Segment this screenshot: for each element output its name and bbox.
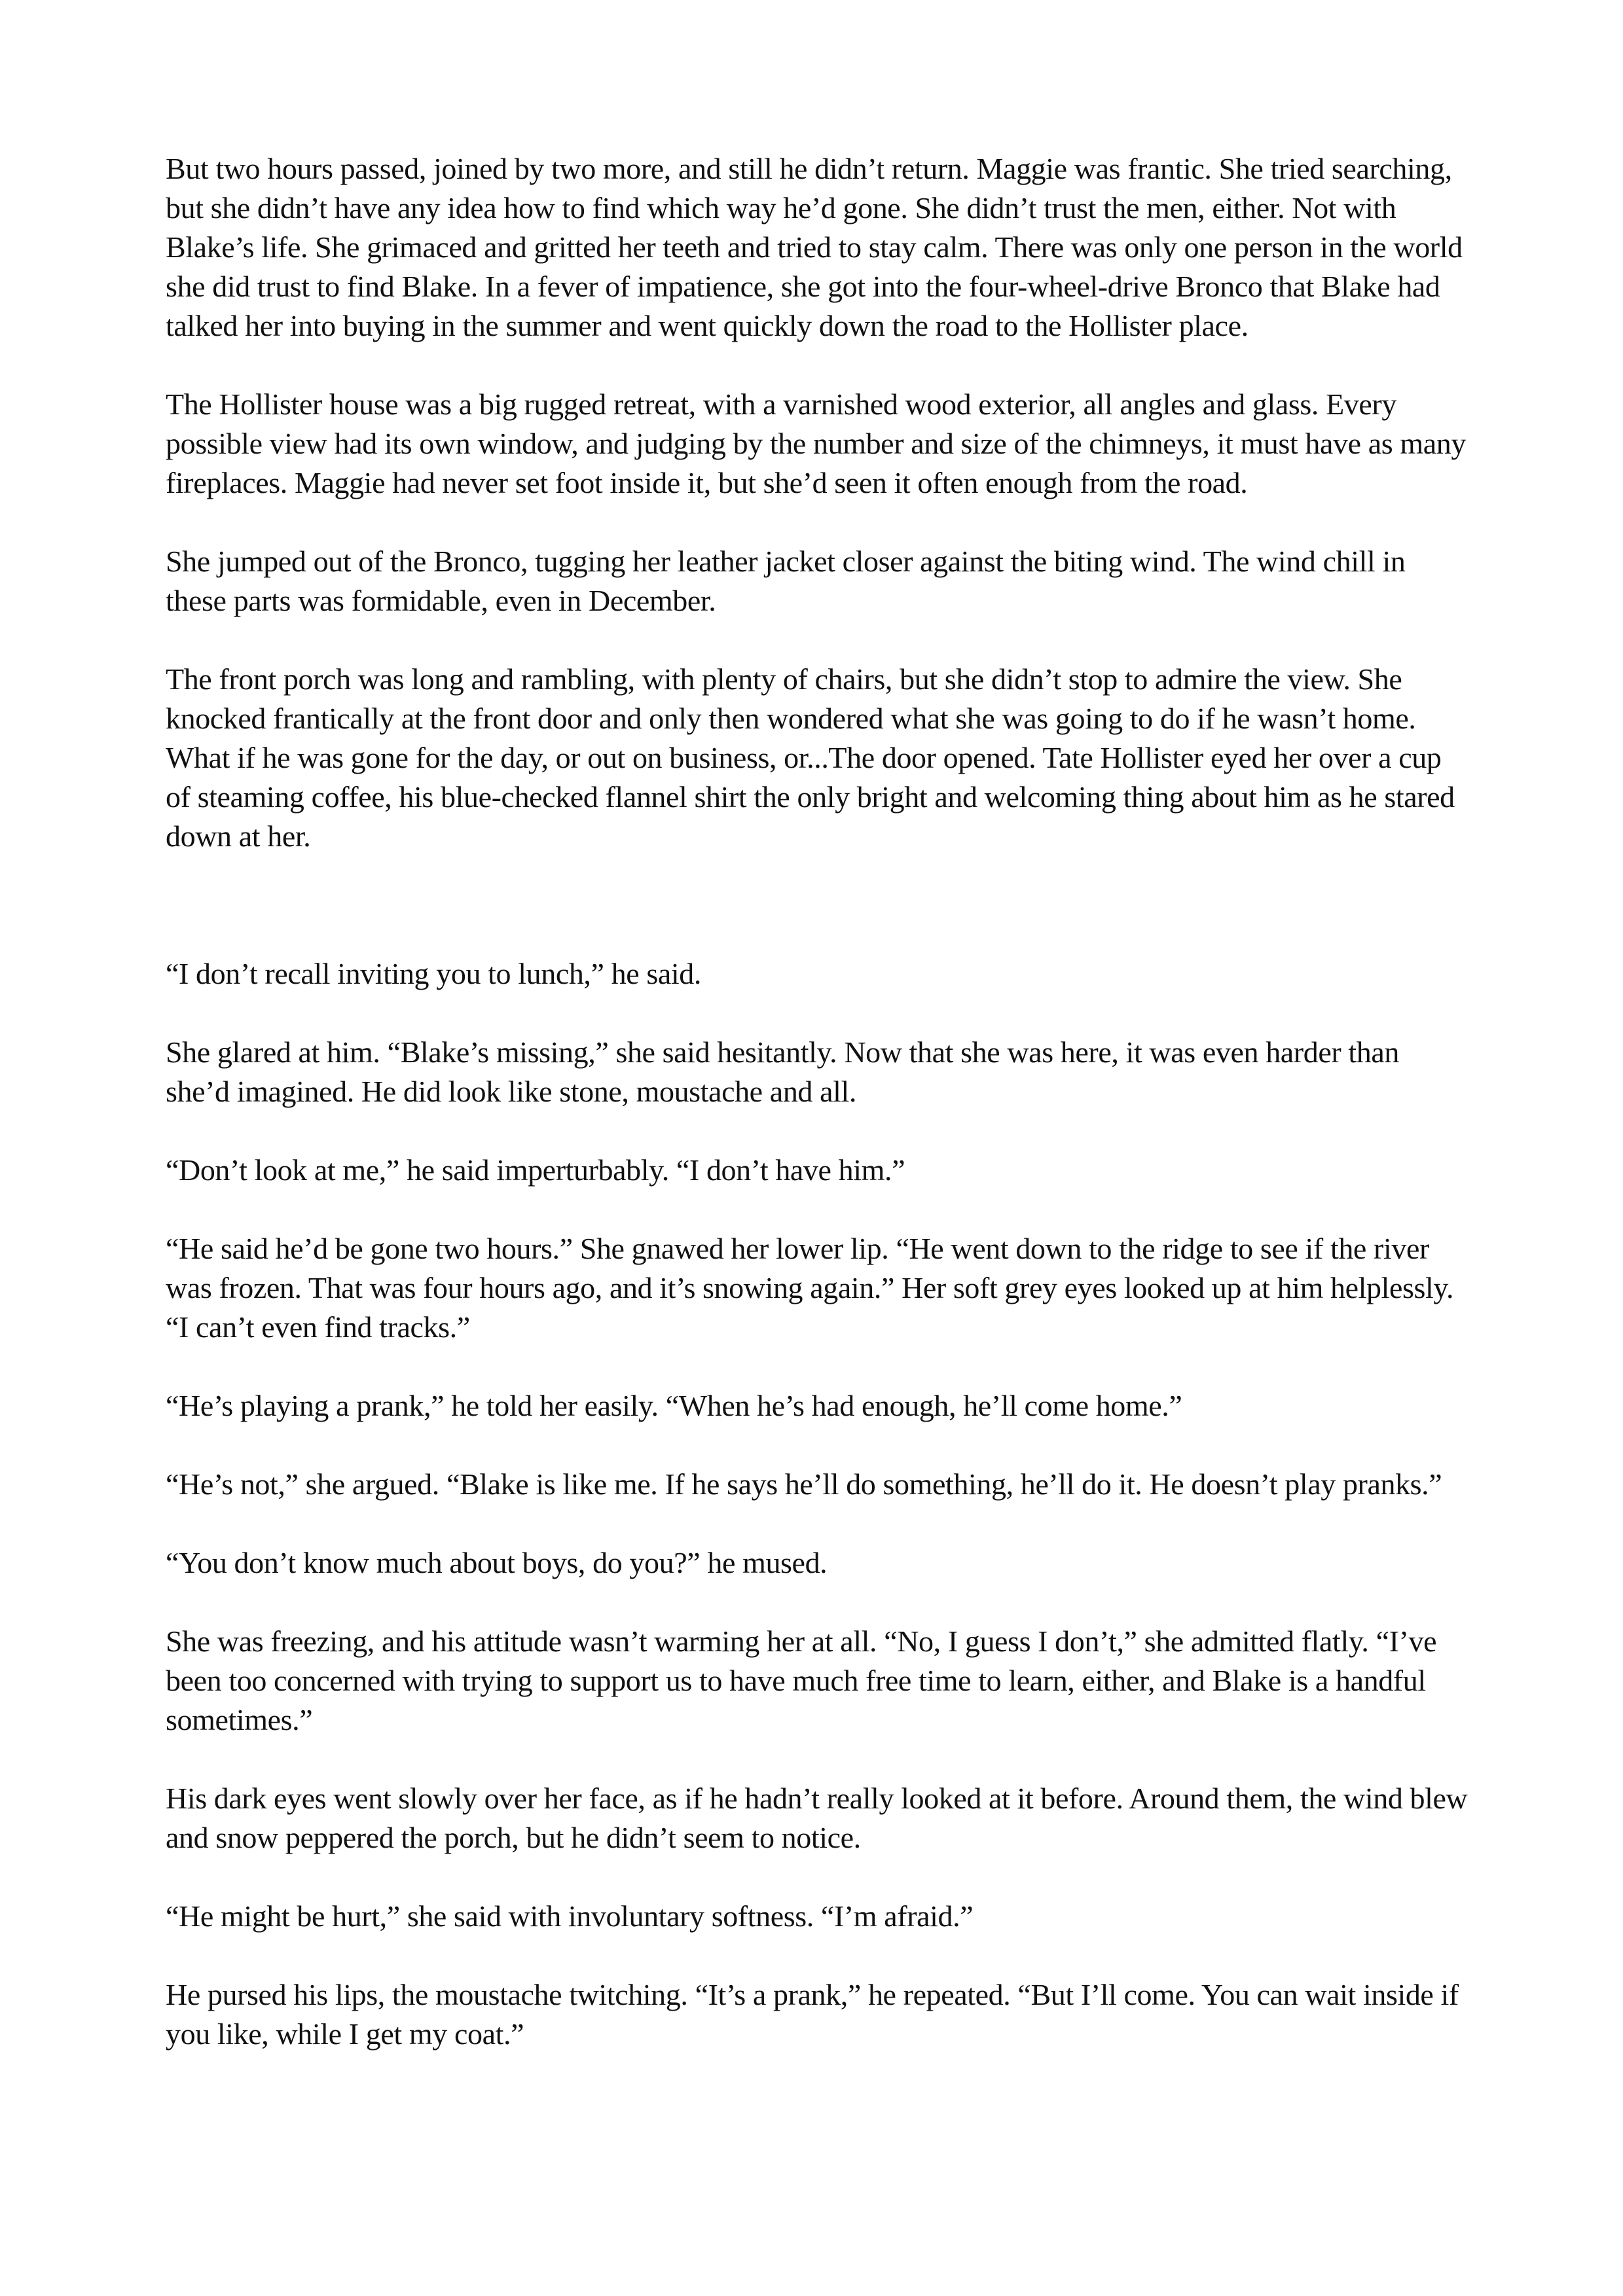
paragraph-2: The Hollister house was a big rugged retreat, with a varnished wood exterior, all angles and glass. Every possible view had its own window, and judging by the number and size of the chimneys, it must have as many fireplaces. Maggie had never set foot inside it, but she’d seen it often enough from the road. bbox=[166, 387, 1466, 499]
paragraph-13: His dark eyes went slowly over her face, as if he hadn’t really looked at it before. Around them, the wind blew and snow peppered the porch, but he didn’t seem to notice. bbox=[166, 1782, 1468, 1854]
paragraph-3: She jumped out of the Bronco, tugging her leather jacket closer against the biting wind. The wind chill in these parts was formidable, even in December. bbox=[166, 545, 1406, 617]
paragraph-7: “Don’t look at me,” he said imperturbably. “I don’t have him.” bbox=[166, 1153, 905, 1187]
document-page bbox=[166, 149, 1468, 2054]
paragraph-10: “He’s not,” she argued. “Blake is like me. If he says he’ll do something, he’ll do it. He doesn’t play pranks.” bbox=[166, 1467, 1442, 1501]
paragraph-8: “He said he’d be gone two hours.” She gnawed her lower lip. “He went down to the ridge to see if the river was frozen. That was four hours ago, and it’s snowing again.” Her soft grey eyes looked up at him helplessly. “I can’t even find tracks.” bbox=[166, 1232, 1454, 1344]
paragraph-15: He pursed his lips, the moustache twitching. “It’s a prank,” he repeated. “But I’ll come. You can wait inside if you like, while I get my coat.” bbox=[166, 1978, 1459, 2051]
paragraph-14: “He might be hurt,” she said with involuntary softness. “I’m afraid.” bbox=[166, 1899, 974, 1933]
paragraph-1: But two hours passed, joined by two more, and still he didn’t return. Maggie was frantic. She tried searching, but she didn’t have any idea how to find which way he’d gone. She didn’t trust the men, either. Not with Blake’s life. She grimaced and gritted her teeth and tried to stay calm. There was only one person in the world she did trust to find Blake. In a fever of impatience, she got into the four-wheel-drive Bronco that Blake had talked her into buying in the summer and went quickly down the road to the Hollister place. bbox=[166, 152, 1463, 342]
paragraph-6: She glared at him. “Blake’s missing,” she said hesitantly. Now that she was here, it was even harder than she’d imagined. He did look like stone, moustache and all. bbox=[166, 1035, 1399, 1108]
paragraph-9: “He’s playing a prank,” he told her easily. “When he’s had enough, he’ll come home.” bbox=[166, 1389, 1182, 1422]
paragraph-5: “I don’t recall inviting you to lunch,” he said. bbox=[166, 957, 701, 990]
paragraph-12: She was freezing, and his attitude wasn’t warming her at all. “No, I guess I don’t,” she admitted flatly. “I’ve been too concerned with trying to support us to have much free time to learn, either, and Blake is a handful sometimes.” bbox=[166, 1624, 1437, 1736]
paragraph-11: “You don’t know much about boys, do you?” he mused. bbox=[166, 1546, 828, 1579]
paragraph-4: The front porch was long and rambling, with plenty of chairs, but she didn’t stop to admire the view. She knocked frantically at the front door and only then wondered what she was going to do if he wasn’t home. What if he was gone for the day, or out on business, or...The door opened. Tate Hollister eyed her over a cup of steaming coffee, his blue-checked flannel shirt the only bright and welcoming thing about him as he stared down at her. bbox=[166, 662, 1455, 853]
